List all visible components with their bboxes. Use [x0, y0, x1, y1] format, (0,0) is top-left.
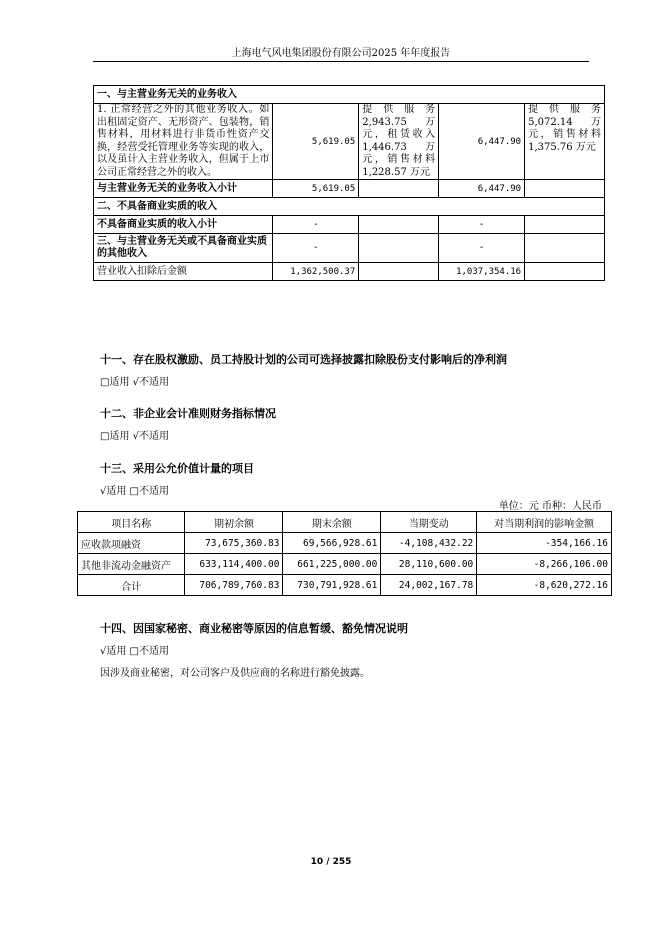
value-cell: -8,266,106.00 — [477, 554, 612, 575]
column-header: 期末余额 — [283, 512, 381, 533]
value-cell: 5,619.05 — [273, 104, 359, 180]
value-cell: - — [273, 216, 359, 234]
item-name: 合计 — [78, 575, 185, 596]
value-cell: 28,110,600.00 — [381, 554, 477, 575]
table-row — [94, 104, 605, 180]
value-cell: -8,620,272.16 — [477, 575, 612, 596]
row-label: 与主营业务无关的业务收入小计 — [94, 180, 273, 198]
section-title: 二、不具备商业实质的收入 — [94, 198, 605, 216]
value-cell: 24,002,167.78 — [381, 575, 477, 596]
row-label: 营业收入扣除后金额 — [94, 263, 273, 281]
section-13-title: 十三、采用公允价值计量的项目 — [100, 462, 254, 475]
section-title: 一、与主营业务无关的业务收入 — [94, 86, 605, 104]
value-cell: -354,166.16 — [477, 533, 612, 554]
value-cell: 706,789,760.83 — [185, 575, 283, 596]
table-row — [94, 263, 605, 281]
item-name: 应收款项融资 — [78, 533, 185, 554]
column-header: 对当期利润的影响金额 — [477, 512, 612, 533]
table-row — [78, 554, 612, 575]
value-cell: 661,225,000.00 — [283, 554, 381, 575]
table-row — [94, 198, 605, 216]
column-header: 当期变动 — [381, 512, 477, 533]
table-row — [94, 180, 605, 198]
value-cell: 6,447.90 — [439, 104, 525, 180]
value-cell: 5,619.05 — [273, 180, 359, 198]
value-cell: - — [439, 216, 525, 234]
column-header: 项目名称 — [78, 512, 185, 533]
note-cell: 提供服务5,072.14 万元，销售材料1,375.76 万元 — [525, 104, 605, 180]
page-number: 10 / 255 — [310, 857, 352, 867]
value-cell: 1,362,500.37 — [273, 263, 359, 281]
value-cell: 73,675,360.83 — [185, 533, 283, 554]
report-header: 上海电气风电集团股份有限公司2025 年年度报告 — [231, 48, 451, 59]
table-row — [78, 533, 612, 554]
section-14-applicability: √适用 □不适用 — [100, 646, 169, 657]
item-name: 其他非流动金融资产 — [78, 554, 185, 575]
value-cell: - — [273, 234, 359, 263]
value-cell: 633,114,400.00 — [185, 554, 283, 575]
revenue-deduction-table — [93, 85, 605, 281]
table-row — [94, 234, 605, 263]
unit-currency-note: 单位：元 币种：人民币 — [498, 501, 602, 512]
section-12-applicability: □适用 √不适用 — [100, 431, 169, 442]
row-label: 不具备商业实质的收入小计 — [94, 216, 273, 234]
section-13-applicability: √适用 □不适用 — [100, 486, 169, 497]
value-cell: 6,447.90 — [439, 180, 525, 198]
table-row — [94, 216, 605, 234]
section-11-title: 十一、存在股权激励、员工持股计划的公司可选择披露扣除股份支付影响后的净利润 — [100, 353, 507, 366]
fair-value-table — [77, 511, 612, 596]
value-cell: -4,108,432.22 — [381, 533, 477, 554]
table-row — [94, 86, 605, 104]
value-cell: - — [439, 234, 525, 263]
value-cell: 69,566,928.61 — [283, 533, 381, 554]
note-cell: 提供服务2,943.75 万元，租赁收入1,446.73 万元，销售材料1,228.57 万元 — [359, 104, 439, 180]
row-description: 1. 正常经营之外的其他业务收入。如出租固定资产、无形资产、包装物，销售材料，用材料进行非货币性资产交换，经营受托管理业务等实现的收入，以及虽计入主营业务收入，但属于上市公司正常经营之外的收入。 — [94, 104, 273, 180]
section-11-applicability: □适用 √不适用 — [100, 377, 169, 388]
value-cell: 1,037,354.16 — [439, 263, 525, 281]
row-label: 三、与主营业务无关或不具备商业实质的其他收入 — [94, 234, 273, 263]
header-divider — [93, 61, 589, 62]
column-header: 期初余额 — [185, 512, 283, 533]
value-cell: 730,791,928.61 — [283, 575, 381, 596]
table-header-row — [78, 512, 612, 533]
section-12-title: 十二、非企业会计准则财务指标情况 — [100, 407, 276, 420]
table-row — [78, 575, 612, 596]
section-14-text: 因涉及商业秘密，对公司客户及供应商的名称进行豁免披露。 — [100, 668, 370, 679]
section-14-title: 十四、因国家秘密、商业秘密等原因的信息暂缓、豁免情况说明 — [100, 622, 408, 635]
